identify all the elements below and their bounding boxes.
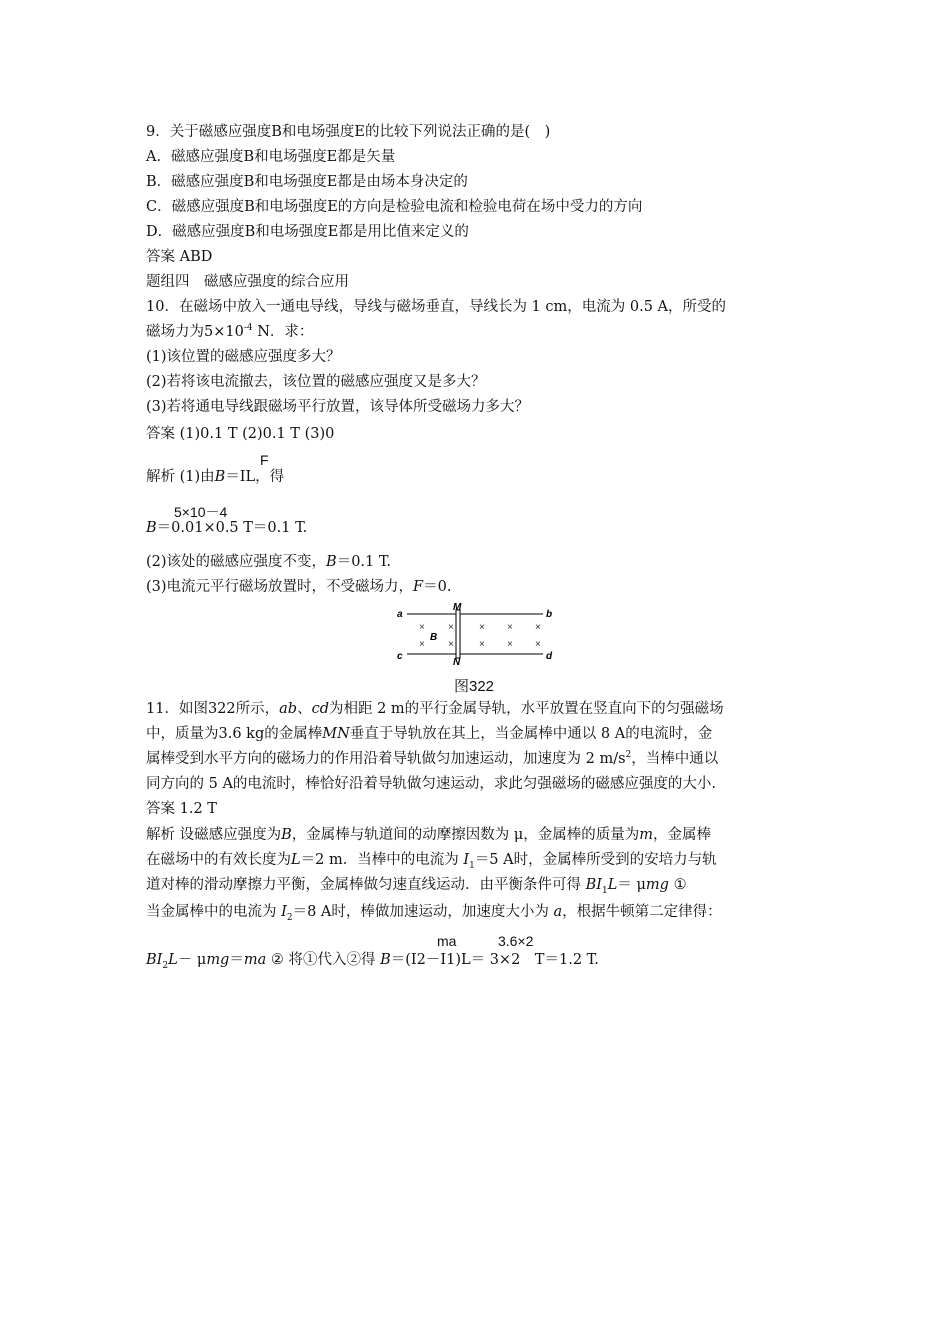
q11-sol2-symbol-i: I [463,852,470,868]
q9-stem: 9．关于磁感应强度B和电场强度E的比较下列说法正确的是( ) [146,124,551,140]
q11-sol3-symbol-bi: BI [585,877,602,893]
q11-stem-line2 [146,725,712,743]
q11-sol5-symbol-ma: ma [243,952,267,968]
q11-stem-line3 [146,750,718,768]
q11-sol4-text-3: ，根据牛顿第二定律得： [562,904,722,920]
q10-solution-line3 [146,553,391,571]
q10-part-2: (2)若将该电流撤去，该位置的磁感应强度又是多大？ [146,374,486,390]
q11-sol5-symbol-mg: mg [206,952,230,968]
q11-sol2-subscript: 1 [469,860,475,871]
q11-stem-text-5: 属棒受到水平方向的磁场力的作用沿着导轨做匀加速运动，加速度为 2 m/s [146,751,626,767]
q11-stem-text-1: 11．如图322所示， [146,701,280,717]
q10-sol1-symbol-b: B [214,469,226,485]
q10-part-3: (3)若将通电导线跟磁场平行放置，该导体所受磁场力多大？ [146,399,530,415]
label-field-b: B [430,632,438,643]
q11-sol3-subscript: 1 [602,885,608,896]
q10-sol1-prefix: 解析 (1)由 [146,469,215,485]
label-d: d [546,651,553,662]
q11-sol4-text-2: ＝8 A时，棒做加速运动，加速度大小为 [292,904,554,920]
q11-sol5-text-3: ② 将①代入②得 [266,952,381,968]
magnetic-field-crosses [419,622,541,650]
label-c: c [397,651,403,662]
q10-stem-line2 [146,323,313,341]
q11-sol5-symbol-b: B [380,952,391,968]
q11-stem-text-4: 垂直于导轨放在其上，当金属棒中通以 8 A的电流时，金 [349,726,713,742]
q11-stem-line1 [146,700,724,718]
q9-option-a: A．磁感应强度B和电场强度E都是矢量 [146,149,396,165]
q10-solution-line4 [146,578,451,596]
q11-sol2-text-1: 在磁场中的有效长度为 [146,852,291,868]
field-cross-mark: × [419,622,425,633]
q11-answer: 答案 1.2 T [146,801,217,817]
q11-sol5-symbol-l: L [168,952,178,968]
q11-solution-line1 [146,826,711,844]
q9-option-d: D．磁感应强度B和电场强度E都是用比值来定义的 [146,224,469,240]
q11-sol2-symbol-l: L [291,852,301,868]
field-cross-mark: × [507,639,513,650]
q10-sol3-value: ＝0.1 T. [336,554,392,570]
q11-sol3-symbol-mg: mg [645,877,669,893]
q11-solution-line3 [146,876,687,894]
field-cross-mark: × [479,622,485,633]
q11-stem-line4: 同方向的 5 A的电流时，棒恰好沿着导轨做匀速运动，求此匀强磁场的磁感应强度的大小. [146,776,717,792]
q10-sol1-fraction-numerator: F [260,452,269,468]
field-cross-mark: × [448,639,454,650]
q10-force-text: 磁场力为5×10 [146,324,244,340]
q11-fraction-numerator-ma: ma [437,933,457,949]
q11-sol4-symbol-a: a [553,904,563,920]
q11-sol3-text-1: 道对棒的滑动摩擦力平衡，金属棒做匀速直线运动．由平衡条件可得 [146,877,586,893]
q11-sol5-text-4: ＝(I2－I1)L＝ 3×2 T＝1.2 T. [390,952,599,968]
q10-sol2-fraction-numerator: 5×10－4 [174,504,228,520]
q11-accel-exponent: 2 [625,750,632,761]
field-cross-mark: × [507,622,513,633]
q11-sol2-text-3: ＝5 A时，金属棒所受到的安培力与轨 [474,852,717,868]
q11-sol5-symbol-bi: BI [146,952,163,968]
q11-sol5-text-1: － μ [177,952,207,968]
q10-force-unit: N．求： [252,324,314,340]
q10-sol4-value: ＝0. [423,579,452,595]
q9-option-b: B．磁感应强度B和电场强度E都是由场本身决定的 [146,174,468,190]
group4-title: 题组四 磁感应强度的综合应用 [146,274,349,290]
q9-answer: 答案 ABD [146,249,213,265]
q10-sol1-formula: ＝IL，得 [225,469,285,485]
field-cross-mark: × [448,622,454,633]
field-cross-mark: × [535,639,541,650]
rail-diagram-figure [395,601,560,667]
q10-stem-line1: 10．在磁场中放入一通电导线，导线与磁场垂直，导线长为 1 cm，电流为 0.5 A，所受的 [146,299,727,315]
q11-sol5-text-2: ＝ [229,952,244,968]
q11-sol3-text-2: ＝ μ [617,877,646,893]
q10-solution-line2 [146,519,307,537]
q11-rail-ab: ab [279,701,298,717]
q10-part-1: (1)该位置的磁感应强度多大？ [146,349,341,365]
q11-stem-text-3: 中，质量为3.6 kg的金属棒 [146,726,323,742]
q11-sol3-symbol-l: L [607,877,618,893]
q11-rail-cd: cd [311,701,329,717]
q11-sol4-subscript: 2 [286,912,293,923]
q11-sol1-symbol-m: m [639,827,654,843]
q11-fraction-numerator-value: 3.6×2 [498,933,534,949]
q10-sol2-formula: ＝0.01×0.5 T＝0.1 T. [156,520,308,536]
q11-solution-line2 [146,851,717,869]
label-n: N [453,657,461,667]
field-cross-mark: × [479,639,485,650]
q11-sol3-text-3: ① [668,877,687,893]
field-cross-mark: × [419,639,425,650]
q11-sol4-symbol-i: I [281,904,287,920]
q9-option-c: C．磁感应强度B和电场强度E的方向是检验电流和检验电荷在场中受力的方向 [146,199,643,215]
q11-stem-text-6: ，当棒中通以 [631,751,719,767]
q11-sol5-subscript: 2 [162,960,169,971]
metal-rod-mn [456,610,460,658]
q10-answer: 答案 (1)0.1 T (2)0.1 T (3)0 [146,426,335,442]
q11-stem-text-2: 为相距 2 m的平行金属导轨，水平放置在竖直向下的匀强磁场 [328,701,724,717]
q10-sol4-symbol-f: F [413,579,424,595]
q11-separator: 、 [297,701,312,717]
q11-solution-line5 [146,951,599,969]
q10-sol3-symbol-b: B [326,554,337,570]
q11-sol1-text-3: ，金属棒 [653,827,712,843]
q11-solution-line4 [146,903,722,921]
label-m: M [453,602,462,613]
q11-sol2-text-2: ＝2 m．当棒中的电流为 [300,852,464,868]
label-a: a [397,609,403,620]
figure-caption: 图322 [454,678,495,695]
q10-sol4-prefix: (3)电流元平行磁场放置时，不受磁场力， [146,579,414,595]
q11-rod-mn: MN [322,726,350,742]
q11-sol1-symbol-b: B [281,827,292,843]
q10-force-exponent: -4 [243,323,253,334]
q11-sol1-text-2: ，金属棒与轨道间的动摩擦因数为 μ，金属棒的质量为 [291,827,640,843]
q10-sol2-symbol-b: B [146,520,157,536]
q11-sol4-text-1: 当金属棒中的电流为 [146,904,282,920]
label-b: b [546,609,553,620]
q11-sol1-text-1: 解析 设磁感应强度为 [146,827,282,843]
field-cross-mark: × [535,622,541,633]
q10-sol3-prefix: (2)该处的磁感应强度不变， [146,554,327,570]
q10-solution-line1 [146,468,284,486]
